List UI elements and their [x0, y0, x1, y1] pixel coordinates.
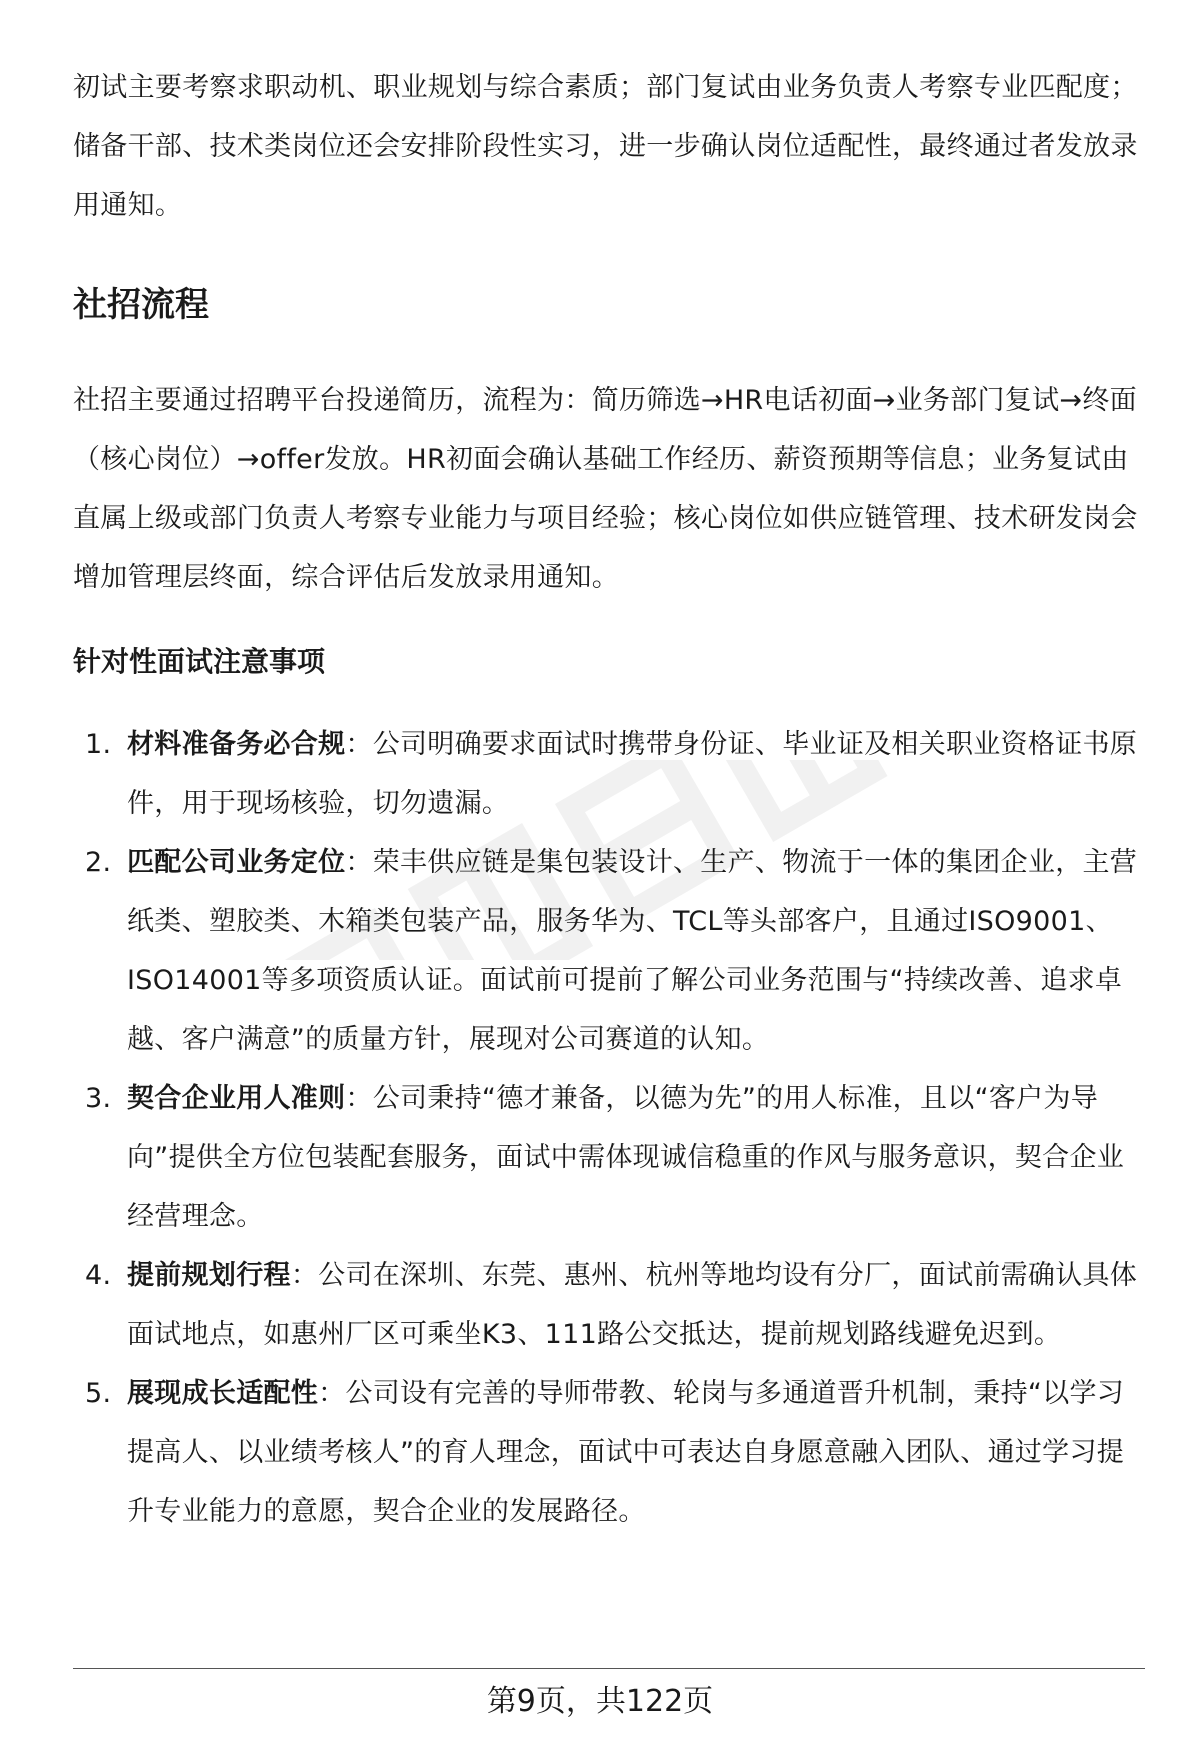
list-item-text: ：公司秉持“德才兼备，以德为先”的用人标准，且以“客户为导向”提供全方位包装配套服务，面试中需体现诚信稳重的作风与服务意识，契合企业经营理念。: [127, 1083, 1125, 1232]
list-item-number: 4.: [85, 1260, 112, 1291]
list-item-text: ：公司设有完善的导师带教、轮岗与多通道晋升机制，秉持“以学习提高人、以业绩考核人”的育人理念，面试中可表达自身愿意融入团队、通过学习提升专业能力的意愿，契合企业的发展路径。: [127, 1378, 1125, 1527]
list-item-number: 5.: [85, 1378, 112, 1409]
interview-tips-list: [73, 715, 1145, 1541]
list-item-title: 材料准备务必合规: [127, 729, 346, 760]
list-item-text: ：公司在深圳、东莞、惠州、杭州等地均设有分厂，面试前需确认具体面试地点，如惠州厂区可乘坐K3、111路公交抵达，提前规划路线避免迟到。: [127, 1260, 1138, 1350]
list-item: [73, 833, 1145, 1069]
list-item-number: 2.: [85, 847, 112, 878]
main-content: [73, 58, 1145, 1541]
list-item-number: 1.: [85, 729, 112, 760]
social-recruitment-paragraph: 社招主要通过招聘平台投递简历，流程为：简历筛选→HR电话初面→业务部门复试→终面（核心岗位）→offer发放。HR初面会确认基础工作经历、薪资预期等信息；业务复试由直属上级或部门负责人考察专业能力与项目经验；核心岗位如供应链管理、技术研发岗会增加管理层终面，综合评估后发放录用通知。: [73, 385, 1138, 593]
section-heading-social-recruitment: 社招流程: [73, 285, 209, 325]
page-number: 第9页，共122页: [486, 1684, 714, 1719]
list-item: [73, 1246, 1145, 1364]
list-item-number: 3.: [85, 1083, 112, 1114]
list-item: [73, 1364, 1145, 1541]
list-item: [73, 1069, 1145, 1246]
list-item-title: 匹配公司业务定位: [127, 847, 346, 878]
list-item-title: 契合企业用人准则: [127, 1083, 346, 1114]
list-item-title: 展现成长适配性: [127, 1378, 319, 1409]
list-item-text: ：公司明确要求面试时携带身份证、毕业证及相关职业资格证书原件，用于现场核验，切勿遗漏。: [127, 729, 1138, 819]
interview-tips-heading: 针对性面试注意事项: [73, 645, 326, 678]
footer-divider: [73, 1668, 1145, 1669]
intro-paragraph: 初试主要考察求职动机、职业规划与综合素质；部门复试由业务负责人考察专业匹配度；储备干部、技术类岗位还会安排阶段性实习，进一步确认岗位适配性，最终通过者发放录用通知。: [73, 72, 1138, 221]
list-item-text: ：荣丰供应链是集包装设计、生产、物流于一体的集团企业，主营纸类、塑胶类、木箱类包装产品，服务华为、TCL等头部客户，且通过ISO9001、ISO14001等多项资质认证。面试前可提前了解公司业务范围与“持续改善、追求卓越、客户满意”的质量方针，展现对公司赛道的认知。: [127, 847, 1138, 1055]
list-item-title: 提前规划行程: [127, 1260, 291, 1291]
list-item: [73, 715, 1145, 833]
